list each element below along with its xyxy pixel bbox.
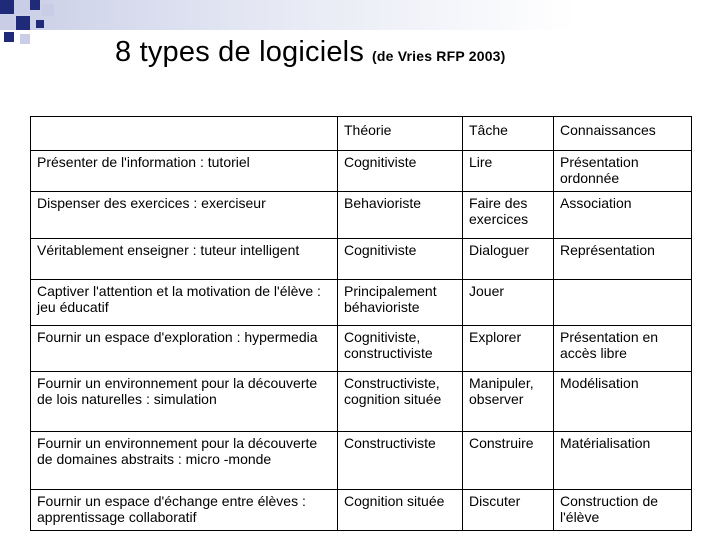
- cell-type: Fournir un espace d'échange entre élèves : apprentissage collaboratif: [31, 490, 338, 531]
- cell-tache: Construire: [463, 432, 554, 490]
- cell-theorie: Cognitiviste: [338, 151, 463, 192]
- table-row: [31, 490, 692, 531]
- table-header-row: [31, 117, 692, 151]
- cell-connaissances: Matérialisation: [554, 432, 692, 490]
- header-cell-tache: Tâche: [463, 117, 554, 151]
- table-row: [31, 432, 692, 490]
- cell-tache: Discuter: [463, 490, 554, 531]
- cell-type: Présenter de l'information : tutoriel: [31, 151, 338, 192]
- cell-theorie: Constructiviste: [338, 432, 463, 490]
- cell-connaissances: Présentation en accès libre: [554, 326, 692, 372]
- table-row: [31, 372, 692, 432]
- table-row: [31, 326, 692, 372]
- cell-tache: Lire: [463, 151, 554, 192]
- header-cell-connaissances: Connaissances: [554, 117, 692, 151]
- cell-theorie: Cognitiviste: [338, 239, 463, 280]
- cell-tache: Explorer: [463, 326, 554, 372]
- table-row: [31, 239, 692, 280]
- cell-type: Véritablement enseigner : tuteur intelligent: [31, 239, 338, 280]
- table-row: [31, 151, 692, 192]
- cell-theorie: Constructiviste, cognition située: [338, 372, 463, 432]
- cell-tache: Faire des exercices: [463, 192, 554, 239]
- cell-tache: Manipuler, observer: [463, 372, 554, 432]
- cell-type: Fournir un espace d'exploration : hypermedia: [31, 326, 338, 372]
- header-cell-empty: [31, 117, 338, 151]
- cell-theorie: Behavioriste: [338, 192, 463, 239]
- cell-tache: Jouer: [463, 280, 554, 326]
- title-reference: (de Vries RFP 2003): [372, 48, 506, 64]
- cell-theorie: Cognition située: [338, 490, 463, 531]
- cell-connaissances: Présentation ordonnée: [554, 151, 692, 192]
- cell-connaissances: Représentation: [554, 239, 692, 280]
- table-row: [31, 280, 692, 326]
- cell-connaissances: Association: [554, 192, 692, 239]
- cell-connaissances: Construction de l'élève: [554, 490, 692, 531]
- header-gradient-band: [0, 0, 720, 30]
- cell-theorie: Cognitiviste, constructiviste: [338, 326, 463, 372]
- title-main: 8 types de logiciels: [115, 36, 365, 68]
- cell-type: Captiver l'attention et la motivation de l'élève : jeu éducatif: [31, 280, 338, 326]
- slide-title: [115, 36, 506, 69]
- header-cell-theorie: Théorie: [338, 117, 463, 151]
- cell-tache: Dialoguer: [463, 239, 554, 280]
- software-types-table: [30, 116, 692, 531]
- cell-type: Dispenser des exercices : exerciseur: [31, 192, 338, 239]
- cell-connaissances: [554, 280, 692, 326]
- cell-type: Fournir un environnement pour la découverte de lois naturelles : simulation: [31, 372, 338, 432]
- table-row: [31, 192, 692, 239]
- cell-connaissances: Modélisation: [554, 372, 692, 432]
- cell-type: Fournir un environnement pour la découverte de domaines abstraits : micro -monde: [31, 432, 338, 490]
- cell-theorie: Principalement béhavioriste: [338, 280, 463, 326]
